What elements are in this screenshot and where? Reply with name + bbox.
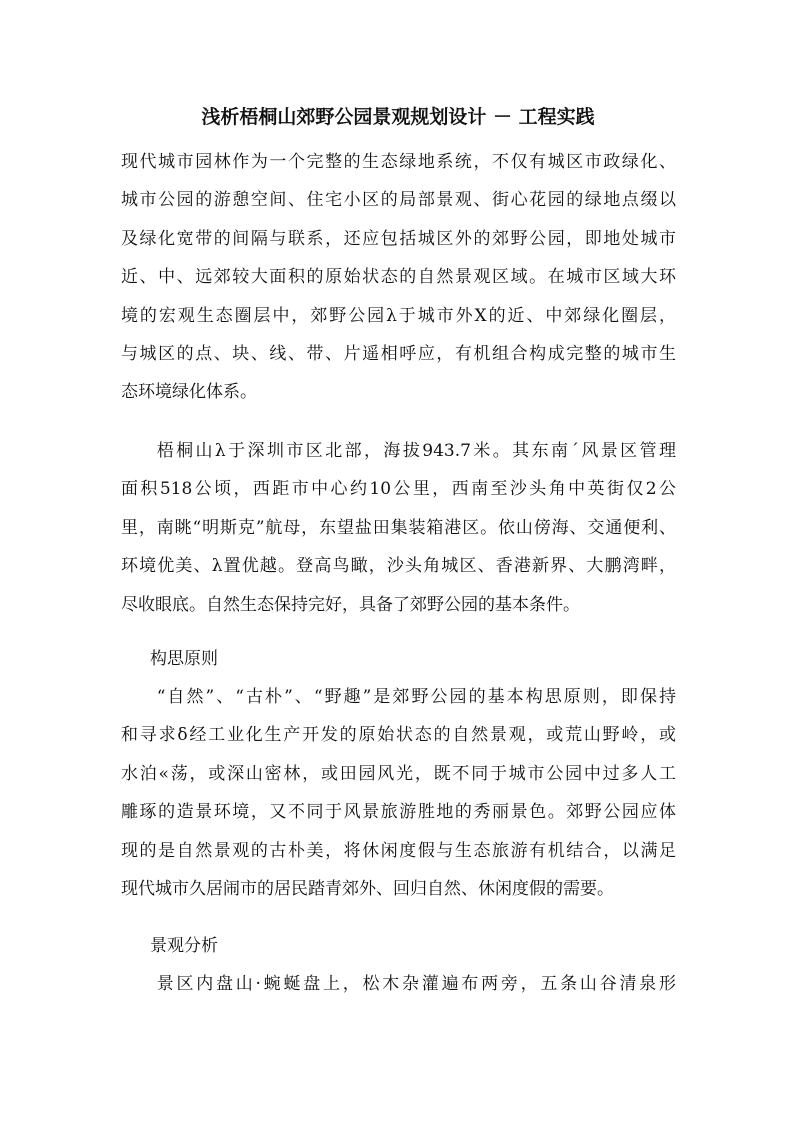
text-line: 环境优美、λ置优越。登高鸟瞰，沙头角城区、香港新界、大鹏湾畔， xyxy=(121,556,676,577)
text-line: 近、中、远郊较大面积的原始状态的自然景观区域。在城市区域大环 xyxy=(121,267,676,288)
paragraph-landscape xyxy=(121,965,676,1003)
paragraph-intro xyxy=(121,143,676,412)
text-line: 与城区的点、块、线、带、片遥相呼应，有机组合构成完整的城市生 xyxy=(121,344,676,365)
text-line: 尽收眼底。自然生态保持完好，具备了郊野公园的基本条件。 xyxy=(121,594,580,615)
paragraph-location xyxy=(121,432,676,624)
section-heading-principles: 构思原则 xyxy=(150,649,218,669)
text-line: “自然”、“古朴”、“野趣”是郊野公园的基本构思原则，即保持 xyxy=(156,687,676,707)
text-line: 现的是自然景观的古朴美，将休闲度假与生态旅游有机结合，以满足 xyxy=(121,840,676,861)
section-heading-landscape: 景观分析 xyxy=(150,936,218,956)
text-line: 及绿化宽带的间隔与联系，还应包括城区外的郊野公园，即地处城市 xyxy=(121,228,676,249)
text-line: 水泊«荡，或深山密林，或田园风光，既不同于城市公园中过多人工 xyxy=(121,763,676,784)
text-line: 里，南眺“明斯克”航母，东望盐田集装箱港区。依山傍海、交通便利、 xyxy=(121,517,676,538)
text-line: 现代城市久居闹市的居民踏青郊外、回归自然、休闲度假的需要。 xyxy=(121,879,614,900)
text-line: 面积518公顷，西距市中心约10公里，西南至沙头角中英街仅2公 xyxy=(121,479,676,500)
document-title: 浅析梧桐山郊野公园景观规划设计 － 工程实践 xyxy=(201,106,595,128)
text-line: 城市公园的游憩空间、住宅小区的局部景观、街心花园的绿地点缀以 xyxy=(121,190,676,211)
text-line: 现代城市园林作为一个完整的生态绿地系统，不仅有城区市政绿化、 xyxy=(121,152,676,172)
paragraph-principles xyxy=(121,678,676,908)
text-line: 境的宏观生态圈层中，郊野公园λ于城市外X的近、中郊绿化圈层， xyxy=(121,305,676,326)
text-line: 和寻求δ经工业化生产开发的原始状态的自然景观，或荒山野岭，或 xyxy=(121,725,676,746)
text-line: 态环境绿化体系。 xyxy=(121,382,257,403)
text-line: 景区内盘山·蜿蜒盘上，松木杂灌遍布两旁，五条山谷清泉形 xyxy=(156,974,676,994)
text-line: 雕琢的造景环境，又不同于风景旅游胜地的秀丽景色。郊野公园应体 xyxy=(121,802,676,823)
text-line: 梧桐山λ于深圳市区北部，海拔943.7米。其东南´风景区管理 xyxy=(156,441,676,461)
